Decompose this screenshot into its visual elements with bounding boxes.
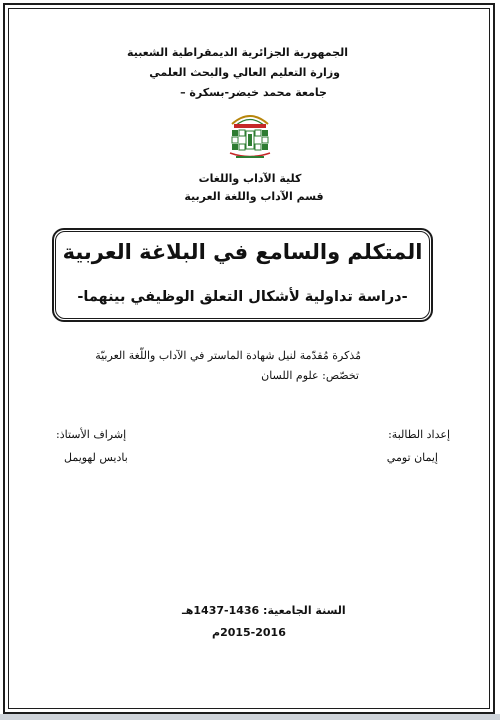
student-label: إعداد الطالبة:: [388, 428, 450, 441]
thesis-title: المتكلم والسامع في البلاغة العربية: [62, 240, 423, 264]
republic-name: الجمهورية الجزائرية الديمقراطية الشعبية: [127, 46, 348, 59]
academic-year-gregorian: 2015-2016م: [212, 626, 286, 639]
university-seal-icon: [226, 110, 274, 162]
faculty-name: كلية الآداب واللغات: [198, 172, 302, 185]
specialization: تخصّص: علوم اللسان: [261, 369, 359, 382]
university-name: جامعة محمد خيضر-بسكرة –: [180, 86, 327, 99]
supervisor-name: باديس لهويمل: [64, 451, 128, 464]
student-name: إيمان تومي: [386, 451, 438, 464]
supervisor-label: إشراف الأستاذ:: [56, 428, 127, 441]
department-name: قسم الآداب واللغة العربية: [184, 190, 324, 203]
thesis-subtitle: -دراسة تداولية لأشكال التعلق الوظيفي بينهما-: [77, 289, 408, 305]
academic-year-hijri: السنة الجامعية: 1436-1437هـ: [182, 604, 346, 617]
ministry-name: وزارة التعليم العالي والبحث العلمي: [149, 66, 340, 79]
bottom-scroll-strip: [0, 714, 500, 720]
memo-description: مُذكرة مُقدّمة لنيل شهادة الماستر في الآداب واللّغة العربيّة: [95, 349, 361, 362]
